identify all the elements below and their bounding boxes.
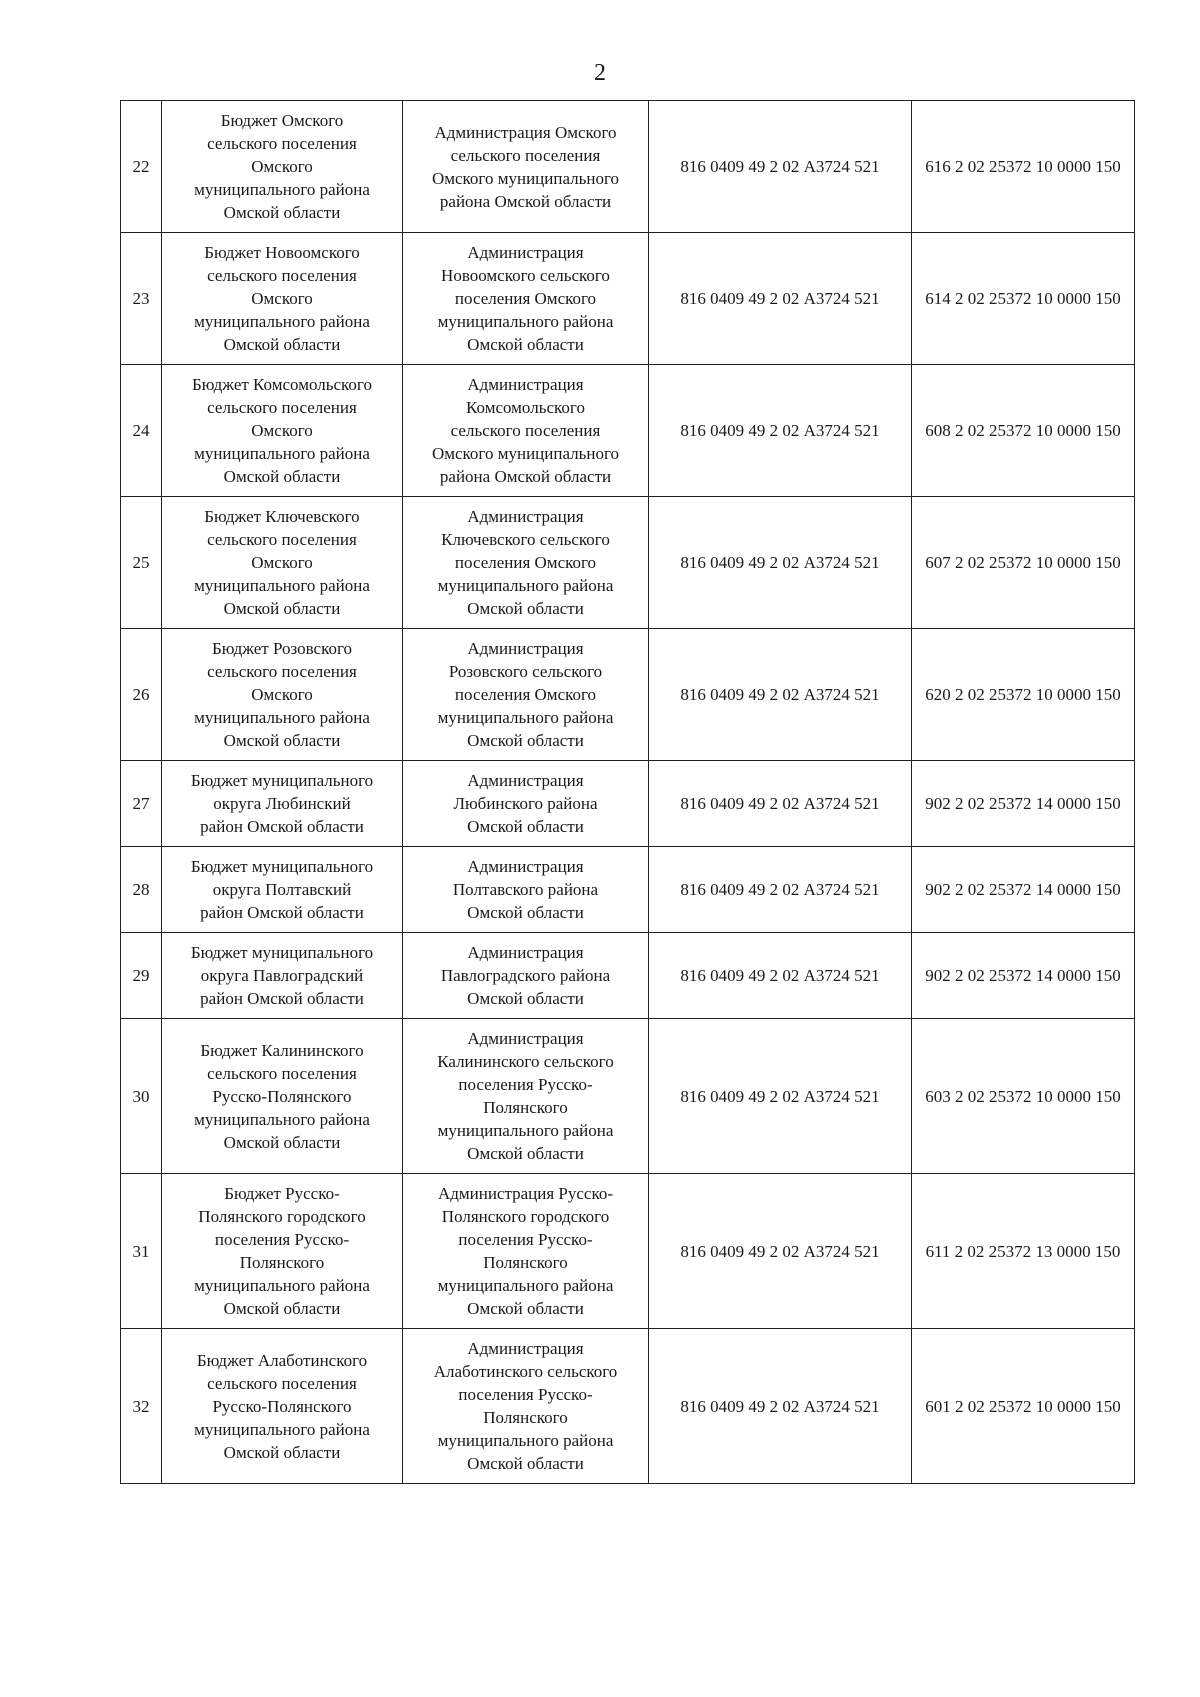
administrator-line: муниципального района	[437, 1276, 614, 1295]
revenue-code-cell: 902 2 02 25372 14 0000 150	[912, 933, 1135, 1019]
administrator-line: Администрация Омского	[434, 122, 617, 142]
revenue-code-cell: 607 2 02 25372 10 0000 150	[912, 497, 1135, 629]
administrator-line: муниципального района	[437, 708, 614, 727]
budget-name-line: округа Любинский	[213, 794, 351, 813]
administrator-line: Администрация	[467, 1339, 584, 1358]
administrator-cell	[403, 497, 649, 629]
revenue-code-cell: 616 2 02 25372 10 0000 150	[912, 101, 1135, 233]
administrator-line: Полянского	[483, 1408, 568, 1427]
administrator-line: Омской области	[467, 903, 584, 922]
administrator-line: поселения Омского	[454, 553, 597, 572]
budget-name-line: Бюджет Розовского	[211, 639, 353, 658]
administrator-line: поселения Омского	[454, 289, 597, 308]
administrator-line: Администрация	[467, 639, 584, 658]
budget-name-line: Омской области	[223, 203, 341, 222]
administrator-cell	[403, 761, 649, 847]
expense-code-cell: 816 0409 49 2 02 А3724 521	[649, 1019, 912, 1174]
budget-name-line: сельского поселения	[207, 134, 357, 153]
administrator-line: района Омской области	[439, 191, 612, 211]
budget-name-line: сельского поселения	[207, 662, 357, 681]
administrator-line: сельского поселения	[450, 145, 601, 165]
administrator-line: Полянского городского	[441, 1207, 610, 1226]
row-number-cell: 22	[121, 101, 162, 233]
row-number-cell: 30	[121, 1019, 162, 1174]
table-body	[121, 101, 1135, 1484]
administrator-line: Омской области	[467, 989, 584, 1008]
budget-name-line: Русско-Полянского	[212, 1086, 352, 1106]
administrator-line: Администрация	[467, 943, 584, 962]
budget-name-line: Русско-Полянского	[212, 1396, 352, 1416]
administrator-line: Комсомольского	[466, 398, 585, 417]
administrator-cell	[403, 1019, 649, 1174]
budget-name-cell	[162, 1019, 403, 1174]
administrator-line: Розовского сельского	[448, 662, 603, 681]
expense-code-cell: 816 0409 49 2 02 А3724 521	[649, 629, 912, 761]
expense-code-cell: 816 0409 49 2 02 А3724 521	[649, 1174, 912, 1329]
budget-name-line: Омского	[251, 553, 313, 572]
budget-name-cell	[162, 365, 403, 497]
table-row	[121, 847, 1135, 933]
table-row	[121, 1019, 1135, 1174]
row-number-cell: 31	[121, 1174, 162, 1329]
budget-name-line: сельского поселения	[207, 1063, 357, 1083]
budget-name-line: Омского	[251, 421, 313, 440]
administrator-line: Омского муниципального	[431, 444, 620, 463]
administrator-cell	[403, 847, 649, 933]
expense-code-cell: 816 0409 49 2 02 А3724 521	[649, 933, 912, 1019]
budget-name-line: муниципального района	[194, 708, 370, 727]
budget-name-cell	[162, 1329, 403, 1484]
budget-name-line: Омского	[251, 289, 313, 308]
budget-name-line: Бюджет Омского	[220, 111, 344, 130]
administrator-line: Омской области	[467, 731, 584, 750]
budget-name-line: муниципального района	[194, 444, 370, 463]
budget-name-cell	[162, 761, 403, 847]
administrator-line: Администрация	[467, 1029, 584, 1048]
budget-name-line: сельского поселения	[207, 398, 357, 417]
budget-name-line: округа Павлоградский	[200, 966, 364, 985]
administrator-line: Алаботинского сельского	[433, 1362, 618, 1381]
administrator-line: Администрация	[467, 375, 584, 394]
budget-table	[120, 100, 1135, 1484]
revenue-code-cell: 614 2 02 25372 10 0000 150	[912, 233, 1135, 365]
budget-name-line: сельского поселения	[207, 530, 357, 549]
administrator-line: муниципального района	[437, 576, 614, 595]
budget-name-line: Бюджет муниципального	[190, 943, 374, 962]
administrator-line: Администрация Русско-	[437, 1184, 614, 1203]
expense-code-cell: 816 0409 49 2 02 А3724 521	[649, 761, 912, 847]
revenue-code-cell: 620 2 02 25372 10 0000 150	[912, 629, 1135, 761]
administrator-line: поселения Русско-	[458, 1075, 593, 1094]
administrator-cell	[403, 1329, 649, 1484]
budget-name-line: муниципального района	[194, 1419, 370, 1439]
budget-name-cell	[162, 847, 403, 933]
budget-name-line: сельского поселения	[207, 1373, 357, 1393]
row-number-cell: 28	[121, 847, 162, 933]
administrator-line: Полтавского района	[452, 880, 599, 899]
administrator-line: Калининского сельского	[437, 1052, 614, 1071]
budget-name-line: муниципального района	[194, 1276, 370, 1295]
budget-name-line: Бюджет Русско-	[224, 1184, 340, 1203]
budget-name-cell	[162, 629, 403, 761]
revenue-code-cell: 603 2 02 25372 10 0000 150	[912, 1019, 1135, 1174]
budget-name-line: Полянского	[239, 1253, 325, 1272]
table-row	[121, 629, 1135, 761]
budget-name-cell	[162, 101, 403, 233]
administrator-line: Ключевского сельского	[441, 530, 610, 549]
budget-name-cell	[162, 233, 403, 365]
administrator-line: Администрация	[467, 243, 584, 262]
administrator-line: Полянского	[483, 1253, 568, 1272]
row-number-cell: 27	[121, 761, 162, 847]
administrator-line: Администрация	[467, 771, 584, 790]
administrator-line: муниципального района	[437, 1121, 614, 1140]
budget-name-cell	[162, 497, 403, 629]
expense-code-cell: 816 0409 49 2 02 А3724 521	[649, 497, 912, 629]
administrator-line: Омской области	[467, 335, 584, 354]
budget-name-line: Омского	[251, 157, 313, 176]
budget-name-line: район Омской области	[200, 903, 364, 922]
budget-name-line: Омской области	[223, 335, 341, 354]
budget-name-line: муниципального района	[194, 1109, 370, 1129]
budget-name-line: Бюджет Калининского	[200, 1040, 364, 1060]
table-row	[121, 233, 1135, 365]
administrator-line: Полянского	[483, 1098, 568, 1117]
revenue-code-cell: 601 2 02 25372 10 0000 150	[912, 1329, 1135, 1484]
administrator-line: муниципального района	[437, 312, 614, 331]
table-row	[121, 1174, 1135, 1329]
table-row	[121, 933, 1135, 1019]
budget-name-line: район Омской области	[200, 817, 364, 836]
administrator-line: Омской области	[467, 599, 584, 618]
budget-name-line: Омского	[251, 685, 313, 704]
row-number-cell: 26	[121, 629, 162, 761]
administrator-cell	[403, 233, 649, 365]
table-row	[121, 365, 1135, 497]
budget-name-line: Полянского городского	[198, 1207, 366, 1226]
expense-code-cell: 816 0409 49 2 02 А3724 521	[649, 1329, 912, 1484]
revenue-code-cell: 608 2 02 25372 10 0000 150	[912, 365, 1135, 497]
budget-name-line: Бюджет Ключевского	[204, 507, 360, 526]
administrator-line: Любинского района	[453, 794, 598, 813]
budget-name-line: Бюджет Комсомольского	[192, 375, 372, 394]
page-number: 2	[594, 60, 606, 86]
administrator-cell	[403, 1174, 649, 1329]
budget-name-cell	[162, 933, 403, 1019]
budget-name-line: Омской области	[223, 731, 341, 750]
administrator-line: района Омской области	[439, 467, 612, 486]
row-number-cell: 32	[121, 1329, 162, 1484]
budget-name-line: Омской области	[223, 1132, 341, 1152]
administrator-line: муниципального района	[437, 1431, 614, 1450]
administrator-line: Омской области	[467, 1299, 584, 1318]
budget-name-line: Бюджет муниципального	[190, 771, 374, 790]
table-row	[121, 761, 1135, 847]
budget-name-line: Омской области	[223, 1442, 341, 1462]
administrator-line: Администрация	[467, 507, 584, 526]
row-number-cell: 25	[121, 497, 162, 629]
administrator-line: сельского поселения	[450, 421, 601, 440]
budget-name-line: Бюджет муниципального	[190, 857, 374, 876]
budget-name-line: муниципального района	[194, 576, 370, 595]
administrator-cell	[403, 101, 649, 233]
budget-name-line: муниципального района	[194, 312, 370, 331]
administrator-line: поселения Русско-	[458, 1230, 593, 1249]
budget-name-line: Омской области	[223, 467, 341, 486]
administrator-line: Омской области	[467, 817, 584, 836]
budget-name-line: округа Полтавский	[212, 880, 352, 899]
budget-name-line: Бюджет Алаботинского	[196, 1350, 368, 1370]
administrator-line: поселения Русско-	[458, 1385, 593, 1404]
row-number-cell: 23	[121, 233, 162, 365]
expense-code-cell: 816 0409 49 2 02 А3724 521	[649, 233, 912, 365]
budget-name-line: сельского поселения	[207, 266, 357, 285]
budget-name-line: район Омской области	[200, 989, 364, 1008]
revenue-code-cell: 902 2 02 25372 14 0000 150	[912, 847, 1135, 933]
budget-name-line: поселения Русско-	[214, 1230, 350, 1249]
administrator-cell	[403, 933, 649, 1019]
administrator-line: Омской области	[467, 1454, 584, 1473]
administrator-line: Новоомского сельского	[441, 266, 610, 285]
table-row	[121, 497, 1135, 629]
expense-code-cell: 816 0409 49 2 02 А3724 521	[649, 101, 912, 233]
budget-name-line: Омской области	[223, 1299, 341, 1318]
table-row	[121, 1329, 1135, 1484]
row-number-cell: 24	[121, 365, 162, 497]
administrator-line: поселения Омского	[454, 685, 597, 704]
budget-name-line: Омской области	[223, 599, 341, 618]
budget-name-line: Бюджет Новоомского	[204, 243, 360, 262]
administrator-line: Павлоградского района	[440, 966, 611, 985]
administrator-line: Омского муниципального	[431, 168, 620, 188]
administrator-cell	[403, 629, 649, 761]
revenue-code-cell: 902 2 02 25372 14 0000 150	[912, 761, 1135, 847]
budget-name-line: муниципального района	[194, 180, 370, 199]
revenue-code-cell: 611 2 02 25372 13 0000 150	[912, 1174, 1135, 1329]
row-number-cell: 29	[121, 933, 162, 1019]
table-row	[121, 101, 1135, 233]
administrator-cell	[403, 365, 649, 497]
administrator-line: Администрация	[467, 857, 584, 876]
expense-code-cell: 816 0409 49 2 02 А3724 521	[649, 365, 912, 497]
administrator-line: Омской области	[467, 1144, 584, 1163]
budget-name-cell	[162, 1174, 403, 1329]
expense-code-cell: 816 0409 49 2 02 А3724 521	[649, 847, 912, 933]
